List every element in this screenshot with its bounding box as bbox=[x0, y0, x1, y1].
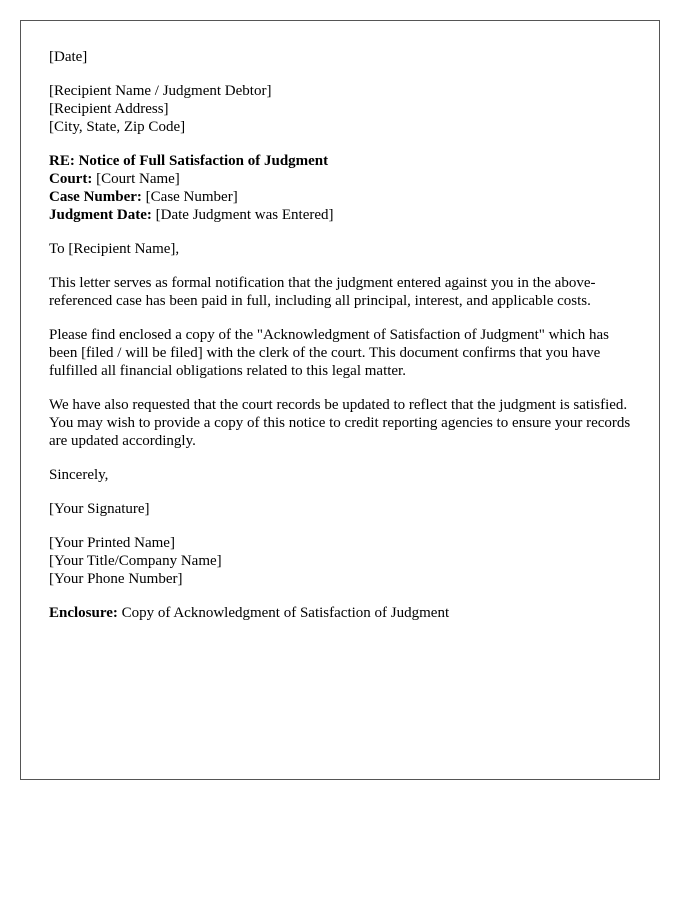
enclosure-block bbox=[49, 604, 631, 622]
body-paragraph-2: Please find enclosed a copy of the "Acknowledgment of Satisfaction of Judgment" which has been [filed / will be filed] with the clerk of the court. This document confirms that you have fulfilled all financial obligations related to this legal matter. bbox=[49, 327, 610, 379]
case-number-value: [Case Number] bbox=[145, 189, 238, 205]
salutation: To [Recipient Name], bbox=[49, 241, 180, 257]
sender-title-company: [Your Title/Company Name] bbox=[49, 553, 222, 569]
signature-placeholder: [Your Signature] bbox=[49, 501, 150, 517]
recipient-block bbox=[49, 82, 631, 136]
sender-block bbox=[49, 534, 631, 588]
judgment-date-line bbox=[49, 206, 631, 224]
closing: Sincerely, bbox=[49, 467, 109, 483]
enclosure-line bbox=[49, 604, 631, 622]
letter-date: [Date] bbox=[49, 49, 88, 65]
date-block bbox=[49, 48, 631, 66]
case-number-line bbox=[49, 188, 631, 206]
body-paragraph-3: We have also requested that the court records be updated to reflect that the judgment is satisfied. You may wish to provide a copy of this notice to credit reporting agencies to ensure your records are updated accordingly. bbox=[49, 397, 631, 449]
case-number-label: Case Number: bbox=[49, 189, 142, 205]
court-line bbox=[49, 170, 631, 188]
sender-printed-name: [Your Printed Name] bbox=[49, 535, 175, 551]
enclosure-value: Copy of Acknowledgment of Satisfaction of Judgment bbox=[121, 605, 450, 621]
closing-block bbox=[49, 466, 631, 484]
recipient-address: [Recipient Address] bbox=[49, 101, 169, 117]
sender-phone: [Your Phone Number] bbox=[49, 571, 183, 587]
reference-block bbox=[49, 152, 631, 224]
signature-block bbox=[49, 500, 631, 518]
court-label: Court: bbox=[49, 171, 93, 187]
recipient-name: [Recipient Name / Judgment Debtor] bbox=[49, 83, 272, 99]
salutation-block bbox=[49, 240, 631, 258]
judgment-date-value: [Date Judgment was Entered] bbox=[155, 207, 334, 223]
body-paragraph-1: This letter serves as formal notification that the judgment entered against you in the above-referenced case has been paid in full, including all principal, interest, and applicable costs. bbox=[49, 275, 596, 309]
letter-page bbox=[20, 20, 660, 780]
enclosure-label: Enclosure: bbox=[49, 605, 118, 621]
re-line: RE: Notice of Full Satisfaction of Judgment bbox=[49, 153, 329, 169]
judgment-date-label: Judgment Date: bbox=[49, 207, 152, 223]
court-value: [Court Name] bbox=[96, 171, 180, 187]
recipient-city-state-zip: [City, State, Zip Code] bbox=[49, 119, 186, 135]
